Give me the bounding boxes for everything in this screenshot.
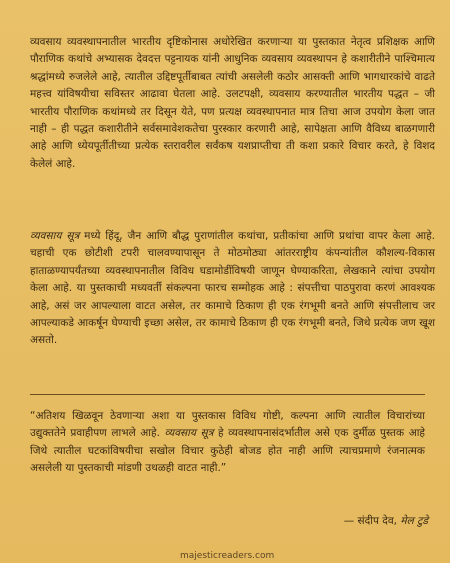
- attribution-source: मेल टुडे: [400, 515, 428, 527]
- quote-attribution: [344, 514, 428, 528]
- blurb-paragraph-2-text: मध्ये हिंदू, जैन आणि बौद्ध पुराणांतील कथांचा, प्रतीकांचा आणि प्रथांचा वापर केला आहे. चहाची एक छोटीशी टपरी चालवण्यापासून ते मोठमोठ्या आंतरराष्ट्रीय कंपन्यांतील कौशल्य-विकास हाताळण्यापर्यंतच्या व्यवस्थापनातील विविध घडामोडींविषयी जाणून घेण्याकरिता, लेखकाने त्यांचा उपयोग केला आहे. या पुस्तकाची मध्यवर्ती संकल्पना फारच सम्मोहक आहे : संपत्तीचा पाठपुरावा करणं आवश्यक आहे, असं जर आपल्याला वाटत असेल, तर कामाचे ठिकाण ही एक रंगभूमी बनते आणि संपत्तीलाच जर आपल्याकडे आकर्षून घेण्याची इच्छा असेल, तर कामाचे ठिकाण ही एक रंगभूमी बनते, जिथे प्रत्येक जण खूश असतो.: [30, 230, 435, 347]
- book-title-italic: व्यवसाय सूत्र: [30, 230, 80, 242]
- review-quote: [30, 408, 425, 478]
- quote-text-1: “अतिशय खिळवून ठेवणाऱ्या अशा या पुस्तकास विविध गोष्टी, कल्पना आणि त्यातील विचारांच्या उद्युक्ततेने प्रवाहीपण लाभले आहे.: [30, 410, 425, 440]
- blurb-paragraph-2: [30, 228, 435, 350]
- blurb-paragraph-1: व्यवसाय व्यवस्थापनातील भारतीय दृष्टिकोनास अधोरेखित करणाऱ्या या पुस्तकात नेतृत्व प्रशिक्षक आणि पौराणिक कथांचे अभ्यासक देवदत्त पट्टनायक यांनी आधुनिक व्यवसाय व्यवस्थापन हे कशारीतीने पाश्चिमात्य श्रद्धांमध्ये रुजलेले आहे, त्यातील उद्दिष्टपूर्तीबाबत त्यांची असलेली कठोर आसक्ती आणि भागधारकांचे वाढते महत्त्व यांविषयीचा सविस्तर आढावा घेतला आहे. उलटपक्षी, व्यवसाय करण्यातील भारतीय पद्धत – जी भारतीय पौराणिक कथांमध्ये तर दिसून येते, पण प्रत्यक्ष व्यवस्थापनात मात्र तिचा आज उपयोग केला जात नाही – ही पद्धत कशारीतीने सर्वसमावेशकतेचा पुरस्कार करणारी आहे, सापेक्षता आणि वैविध्य बाळगणारी आहे आणि ध्येयपूर्तीतीच्या प्रत्येक स्तरावरील सर्वंकष यशप्राप्तीचा ती कशा प्रकारे विचार करते, हे विशद केलेलं आहे.: [30, 36, 435, 170]
- quote-divider: [30, 394, 425, 395]
- attribution-name: — संदीप देव,: [343, 515, 401, 527]
- quote-book-title: व्यवसाय सूत्र: [164, 427, 214, 440]
- quote-text-2: हे व्यवस्थापनासंदर्भातील असे एक दुर्मीळ पुस्तक आहे जिथे त्यातील घटकांविषयीचा सखोल विचार कुठेही बोजड होत नाही आणि त्याचप्रमाणे रंजनात्मक असलेली या पुस्तकाची मांडणी उथळही वाटत नाही.”: [30, 427, 425, 475]
- watermark: majesticreaders.com: [180, 551, 275, 561]
